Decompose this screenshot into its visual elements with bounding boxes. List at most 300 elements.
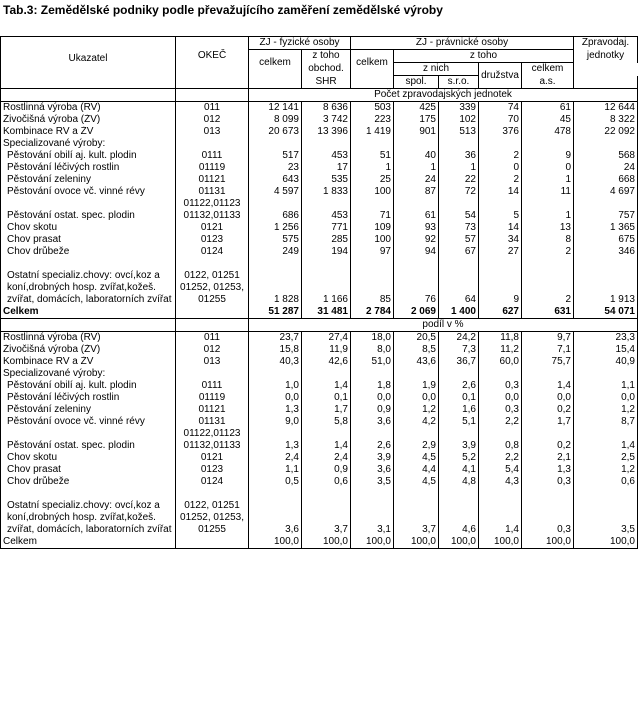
- row-okec: 01131: [176, 186, 249, 198]
- row-value: 100,0: [574, 536, 638, 549]
- row-value: 1,0: [249, 380, 302, 392]
- row-value: 0,3: [479, 380, 522, 392]
- row-value: 0: [522, 162, 574, 174]
- row-value: 15,8: [249, 344, 302, 356]
- row-value: 36: [439, 150, 479, 162]
- row-value: 24,2: [439, 332, 479, 345]
- row-value: 453: [302, 198, 351, 222]
- header-spol: spol.: [394, 76, 439, 89]
- row-value: 1,6: [439, 404, 479, 416]
- row-value: 14: [479, 186, 522, 198]
- row-value: 285: [302, 234, 351, 246]
- row-value: 2,4: [249, 452, 302, 464]
- row-okec: 01122,01123 01132,01133: [176, 198, 249, 222]
- header-sro: s.r.o.: [439, 76, 479, 89]
- table-row: [1, 392, 638, 404]
- row-label: Rostlinná výroba (RV): [1, 102, 176, 115]
- row-value: 100: [351, 234, 394, 246]
- row-value: 223: [351, 114, 394, 126]
- row-value: 0,0: [522, 392, 574, 404]
- row-value: 40,9: [574, 356, 638, 368]
- row-value: 8,5: [394, 344, 439, 356]
- row-value: 73: [439, 222, 479, 234]
- row-value: 43,6: [394, 356, 439, 368]
- row-value: 9: [522, 150, 574, 162]
- row-okec: 01119: [176, 392, 249, 404]
- row-value: 2 784: [351, 306, 394, 319]
- row-label: Pěstování obilí aj. kult. plodin: [1, 380, 176, 392]
- row-value: 72: [439, 186, 479, 198]
- section-header-counts: Počet zpravodajských jednotek: [249, 89, 638, 102]
- row-value: 87: [394, 186, 439, 198]
- row-value: 771: [302, 222, 351, 234]
- row-value: 51: [351, 150, 394, 162]
- table-row: [1, 234, 638, 246]
- row-value: 4,5: [394, 476, 439, 488]
- row-value: 1,7: [302, 404, 351, 416]
- row-label: Pěstování ostat. spec. plodin: [1, 198, 176, 222]
- row-value: 102: [439, 114, 479, 126]
- table-row: [1, 198, 638, 222]
- row-value: 1,4: [574, 428, 638, 452]
- row-label: Pěstování ovoce vč. vinné révy: [1, 416, 176, 428]
- table-row: [1, 258, 638, 306]
- row-label: Pěstování léčivých rostlin: [1, 162, 176, 174]
- row-label: Pěstování obilí aj. kult. plodin: [1, 150, 176, 162]
- row-value: 100,0: [479, 536, 522, 549]
- row-value: 2,2: [479, 452, 522, 464]
- row-label: Kombinace RV a ŽV: [1, 126, 176, 138]
- row-okec: 011: [176, 332, 249, 345]
- row-value: 2: [479, 150, 522, 162]
- row-value: 8,0: [351, 344, 394, 356]
- row-value: 20,5: [394, 332, 439, 345]
- row-value: 1,4: [302, 380, 351, 392]
- row-value: [479, 368, 522, 380]
- row-value: 3,9: [439, 428, 479, 452]
- row-okec: 0124: [176, 476, 249, 488]
- row-value: 0,0: [574, 392, 638, 404]
- row-value: 0,2: [522, 428, 574, 452]
- row-label: Celkem: [1, 306, 176, 319]
- row-okec: [176, 368, 249, 380]
- row-value: 2,1: [522, 452, 574, 464]
- row-value: 0,9: [351, 404, 394, 416]
- header-okec: OKEČ: [176, 37, 249, 76]
- row-value: 1: [394, 162, 439, 174]
- row-value: 2,4: [302, 452, 351, 464]
- row-label: Rostlinná výroba (RV): [1, 332, 176, 345]
- row-okec: 0121: [176, 222, 249, 234]
- row-value: 7,1: [522, 344, 574, 356]
- row-value: 23,7: [249, 332, 302, 345]
- row-value: 3,6: [351, 464, 394, 476]
- table-row: [1, 222, 638, 234]
- row-value: 3,6: [249, 488, 302, 536]
- row-value: 0,0: [249, 392, 302, 404]
- row-value: 2: [522, 258, 574, 306]
- row-label: Chov skotu: [1, 452, 176, 464]
- row-okec: 0122, 01251 01252, 01253, 01255: [176, 258, 249, 306]
- table-row: [1, 452, 638, 464]
- row-okec: 0121: [176, 452, 249, 464]
- row-value: [574, 138, 638, 150]
- table-row: [1, 114, 638, 126]
- row-label: Pěstování zeleniny: [1, 174, 176, 186]
- row-value: 8: [522, 234, 574, 246]
- row-value: 1,4: [522, 380, 574, 392]
- row-value: 0,5: [249, 476, 302, 488]
- row-value: 2,5: [574, 452, 638, 464]
- row-value: 11,8: [479, 332, 522, 345]
- row-value: 3,9: [351, 452, 394, 464]
- row-label: Pěstování zeleniny: [1, 404, 176, 416]
- row-value: [522, 368, 574, 380]
- row-label: Chov prasat: [1, 234, 176, 246]
- row-value: 18,0: [351, 332, 394, 345]
- row-label: Pěstování ovoce vč. vinné révy: [1, 186, 176, 198]
- row-okec: 013: [176, 356, 249, 368]
- row-value: 0,0: [351, 392, 394, 404]
- row-value: 25: [351, 174, 394, 186]
- row-value: 2,9: [394, 428, 439, 452]
- row-value: 1 419: [351, 126, 394, 138]
- row-value: 757: [574, 198, 638, 222]
- row-value: 5: [479, 198, 522, 222]
- row-value: 0,0: [394, 392, 439, 404]
- table-row: [1, 126, 638, 138]
- header-jednotky: jednotky: [574, 50, 638, 63]
- row-value: [574, 368, 638, 380]
- row-value: 14: [479, 222, 522, 234]
- row-value: 5,4: [479, 464, 522, 476]
- header-celkem: celkem: [249, 50, 302, 76]
- row-value: 57: [439, 234, 479, 246]
- header-zpravodaj: Zpravodaj.: [574, 37, 638, 50]
- row-value: 1 833: [302, 186, 351, 198]
- row-value: [302, 368, 351, 380]
- row-value: 1,4: [302, 428, 351, 452]
- row-value: 901: [394, 126, 439, 138]
- row-label: Specializované výroby:: [1, 368, 176, 380]
- row-value: 17: [302, 162, 351, 174]
- row-value: 1: [351, 162, 394, 174]
- row-value: 376: [479, 126, 522, 138]
- row-value: 31 481: [302, 306, 351, 319]
- row-value: 12 141: [249, 102, 302, 115]
- row-value: 1 256: [249, 222, 302, 234]
- row-value: 503: [351, 102, 394, 115]
- row-value: 1,3: [249, 428, 302, 452]
- header-zj-fyzicke: ZJ - fyzické osoby: [249, 37, 351, 50]
- row-label: Chov drůbeže: [1, 476, 176, 488]
- row-label: Ostatní specializ.chovy: ovcí,koz a koní,drobných hosp. zvířat,kožeš. zvířat, domácích, laboratorních zvířat: [1, 258, 176, 306]
- row-value: 22: [439, 174, 479, 186]
- row-value: 453: [302, 150, 351, 162]
- row-value: 20 673: [249, 126, 302, 138]
- row-value: 0,1: [439, 392, 479, 404]
- table-row: [1, 536, 638, 549]
- row-label: Kombinace RV a ŽV: [1, 356, 176, 368]
- row-value: 2,2: [479, 416, 522, 428]
- header-shr: SHR: [302, 76, 351, 89]
- row-value: 675: [574, 234, 638, 246]
- row-value: 23,3: [574, 332, 638, 345]
- row-label: Živočišná výroba (ŽV): [1, 344, 176, 356]
- row-value: 1,2: [394, 404, 439, 416]
- row-value: 100,0: [351, 536, 394, 549]
- row-value: 643: [249, 174, 302, 186]
- row-value: 1 365: [574, 222, 638, 234]
- row-value: 1,2: [574, 464, 638, 476]
- row-value: 8 322: [574, 114, 638, 126]
- row-value: 51 287: [249, 306, 302, 319]
- header-zp-celkem: celkem: [522, 63, 574, 76]
- table-row: [1, 150, 638, 162]
- table-title: Tab.3: Zemědělské podniky podle převažujícího zaměření zemědělské výroby: [3, 3, 443, 17]
- row-label: Celkem: [1, 536, 176, 549]
- row-value: 67: [439, 246, 479, 258]
- header-pravnicke-celkem: celkem: [351, 50, 394, 76]
- section-header-percent: podíl v %: [249, 319, 638, 332]
- row-value: 8,7: [574, 416, 638, 428]
- row-value: 1: [522, 198, 574, 222]
- header-as: a.s.: [522, 76, 574, 89]
- row-value: 34: [479, 234, 522, 246]
- row-value: [394, 368, 439, 380]
- row-value: 1 913: [574, 258, 638, 306]
- row-value: 686: [249, 198, 302, 222]
- table-row: [1, 102, 638, 115]
- row-value: 22 092: [574, 126, 638, 138]
- row-value: 8 636: [302, 102, 351, 115]
- row-value: 11: [522, 186, 574, 198]
- row-value: 100,0: [394, 536, 439, 549]
- row-value: [351, 138, 394, 150]
- row-value: 100,0: [439, 536, 479, 549]
- row-value: 1 166: [302, 258, 351, 306]
- table-row: [1, 404, 638, 416]
- row-value: 76: [394, 258, 439, 306]
- row-value: 0,6: [302, 476, 351, 488]
- row-value: 4,5: [394, 452, 439, 464]
- row-value: [249, 138, 302, 150]
- data-table: [0, 36, 638, 549]
- row-okec: 011: [176, 102, 249, 115]
- row-value: 54: [439, 198, 479, 222]
- row-value: 40: [394, 150, 439, 162]
- row-value: 71: [351, 198, 394, 222]
- row-value: 3,7: [302, 488, 351, 536]
- row-value: 5,8: [302, 416, 351, 428]
- row-okec: 01121: [176, 404, 249, 416]
- row-value: 0,9: [302, 464, 351, 476]
- row-value: [479, 138, 522, 150]
- row-value: 0,8: [479, 428, 522, 452]
- row-okec: 013: [176, 126, 249, 138]
- row-okec: 0111: [176, 150, 249, 162]
- row-value: 1,1: [249, 464, 302, 476]
- row-value: 8 099: [249, 114, 302, 126]
- row-value: 24: [574, 162, 638, 174]
- row-value: 194: [302, 246, 351, 258]
- row-value: 60,0: [479, 356, 522, 368]
- row-value: [522, 138, 574, 150]
- row-value: 94: [394, 246, 439, 258]
- row-value: 0,2: [522, 404, 574, 416]
- row-okec: 012: [176, 344, 249, 356]
- row-value: 2: [522, 246, 574, 258]
- table-row: [1, 356, 638, 368]
- row-value: 4,4: [394, 464, 439, 476]
- row-value: 631: [522, 306, 574, 319]
- row-value: 575: [249, 234, 302, 246]
- row-value: 0,3: [522, 488, 574, 536]
- row-value: 2,6: [351, 428, 394, 452]
- row-label: Pěstování léčivých rostlin: [1, 392, 176, 404]
- row-label: Chov skotu: [1, 222, 176, 234]
- table-row: [1, 344, 638, 356]
- row-value: 64: [439, 258, 479, 306]
- row-value: 2,6: [439, 380, 479, 392]
- row-okec: 0124: [176, 246, 249, 258]
- row-value: [439, 138, 479, 150]
- row-value: 4 697: [574, 186, 638, 198]
- row-value: 517: [249, 150, 302, 162]
- row-value: 0,3: [522, 476, 574, 488]
- row-value: 3,7: [394, 488, 439, 536]
- header-druzstva: družstva: [479, 63, 522, 89]
- row-value: 513: [439, 126, 479, 138]
- table-row: [1, 416, 638, 428]
- row-value: 1,4: [479, 488, 522, 536]
- row-okec: 01122,01123 01132,01133: [176, 428, 249, 452]
- header-z-toho-2: z toho: [394, 50, 574, 63]
- row-value: 1,7: [522, 416, 574, 428]
- row-value: 40,3: [249, 356, 302, 368]
- row-value: 568: [574, 150, 638, 162]
- row-value: 1 400: [439, 306, 479, 319]
- row-value: 93: [394, 222, 439, 234]
- header-zj-pravnicke: ZJ - právnické osoby: [351, 37, 574, 50]
- row-okec: 0123: [176, 464, 249, 476]
- row-value: 478: [522, 126, 574, 138]
- table-row: [1, 332, 638, 345]
- row-value: 54 071: [574, 306, 638, 319]
- row-value: 42,6: [302, 356, 351, 368]
- row-value: 100,0: [249, 536, 302, 549]
- row-value: 11,9: [302, 344, 351, 356]
- row-value: 4,6: [439, 488, 479, 536]
- row-value: 61: [522, 102, 574, 115]
- row-value: 9,0: [249, 416, 302, 428]
- row-value: [351, 368, 394, 380]
- row-value: 1: [522, 174, 574, 186]
- row-value: 346: [574, 246, 638, 258]
- row-value: 97: [351, 246, 394, 258]
- row-value: [394, 138, 439, 150]
- row-value: [249, 368, 302, 380]
- row-value: 1,3: [522, 464, 574, 476]
- row-okec: 01121: [176, 174, 249, 186]
- row-value: 1: [439, 162, 479, 174]
- row-value: 627: [479, 306, 522, 319]
- header-obchod: obchod.: [302, 63, 351, 76]
- row-value: 3,5: [351, 476, 394, 488]
- row-value: 1,8: [351, 380, 394, 392]
- row-value: 92: [394, 234, 439, 246]
- row-okec: 012: [176, 114, 249, 126]
- row-value: 109: [351, 222, 394, 234]
- row-value: 4,2: [394, 416, 439, 428]
- row-value: 1,3: [249, 404, 302, 416]
- table-row: [1, 162, 638, 174]
- row-value: 1,1: [574, 380, 638, 392]
- row-value: 100,0: [522, 536, 574, 549]
- row-value: 3,5: [574, 488, 638, 536]
- row-label: Chov drůbeže: [1, 246, 176, 258]
- row-value: 1,9: [394, 380, 439, 392]
- row-value: 100,0: [302, 536, 351, 549]
- row-value: 4,3: [479, 476, 522, 488]
- row-value: 27,4: [302, 332, 351, 345]
- row-value: 61: [394, 198, 439, 222]
- row-okec: 0122, 01251 01252, 01253, 01255: [176, 488, 249, 536]
- row-value: 0,0: [479, 392, 522, 404]
- row-value: [439, 368, 479, 380]
- table-row: [1, 186, 638, 198]
- row-value: 249: [249, 246, 302, 258]
- table-row: [1, 464, 638, 476]
- row-value: 4,1: [439, 464, 479, 476]
- row-value: 100: [351, 186, 394, 198]
- row-value: 0: [479, 162, 522, 174]
- row-value: 535: [302, 174, 351, 186]
- row-value: 4 597: [249, 186, 302, 198]
- row-value: 3,1: [351, 488, 394, 536]
- row-value: 2 069: [394, 306, 439, 319]
- row-value: 2: [479, 174, 522, 186]
- row-value: 425: [394, 102, 439, 115]
- table-row: [1, 428, 638, 452]
- row-value: 36,7: [439, 356, 479, 368]
- row-value: 74: [479, 102, 522, 115]
- row-value: 15,4: [574, 344, 638, 356]
- row-value: 0,3: [479, 404, 522, 416]
- row-value: 45: [522, 114, 574, 126]
- row-value: 11,2: [479, 344, 522, 356]
- header-z-nich: z nich: [394, 63, 479, 76]
- row-value: 5,2: [439, 452, 479, 464]
- row-value: 175: [394, 114, 439, 126]
- row-value: 0,1: [302, 392, 351, 404]
- row-value: 70: [479, 114, 522, 126]
- row-value: 7,3: [439, 344, 479, 356]
- row-value: 12 644: [574, 102, 638, 115]
- row-value: 0,6: [574, 476, 638, 488]
- row-value: 4,8: [439, 476, 479, 488]
- row-okec: 0111: [176, 380, 249, 392]
- row-value: 9: [479, 258, 522, 306]
- row-value: 9,7: [522, 332, 574, 345]
- row-value: 1,2: [574, 404, 638, 416]
- row-value: [302, 138, 351, 150]
- table-row: [1, 306, 638, 319]
- row-value: 75,7: [522, 356, 574, 368]
- row-value: 13: [522, 222, 574, 234]
- table-row: [1, 488, 638, 536]
- row-value: 85: [351, 258, 394, 306]
